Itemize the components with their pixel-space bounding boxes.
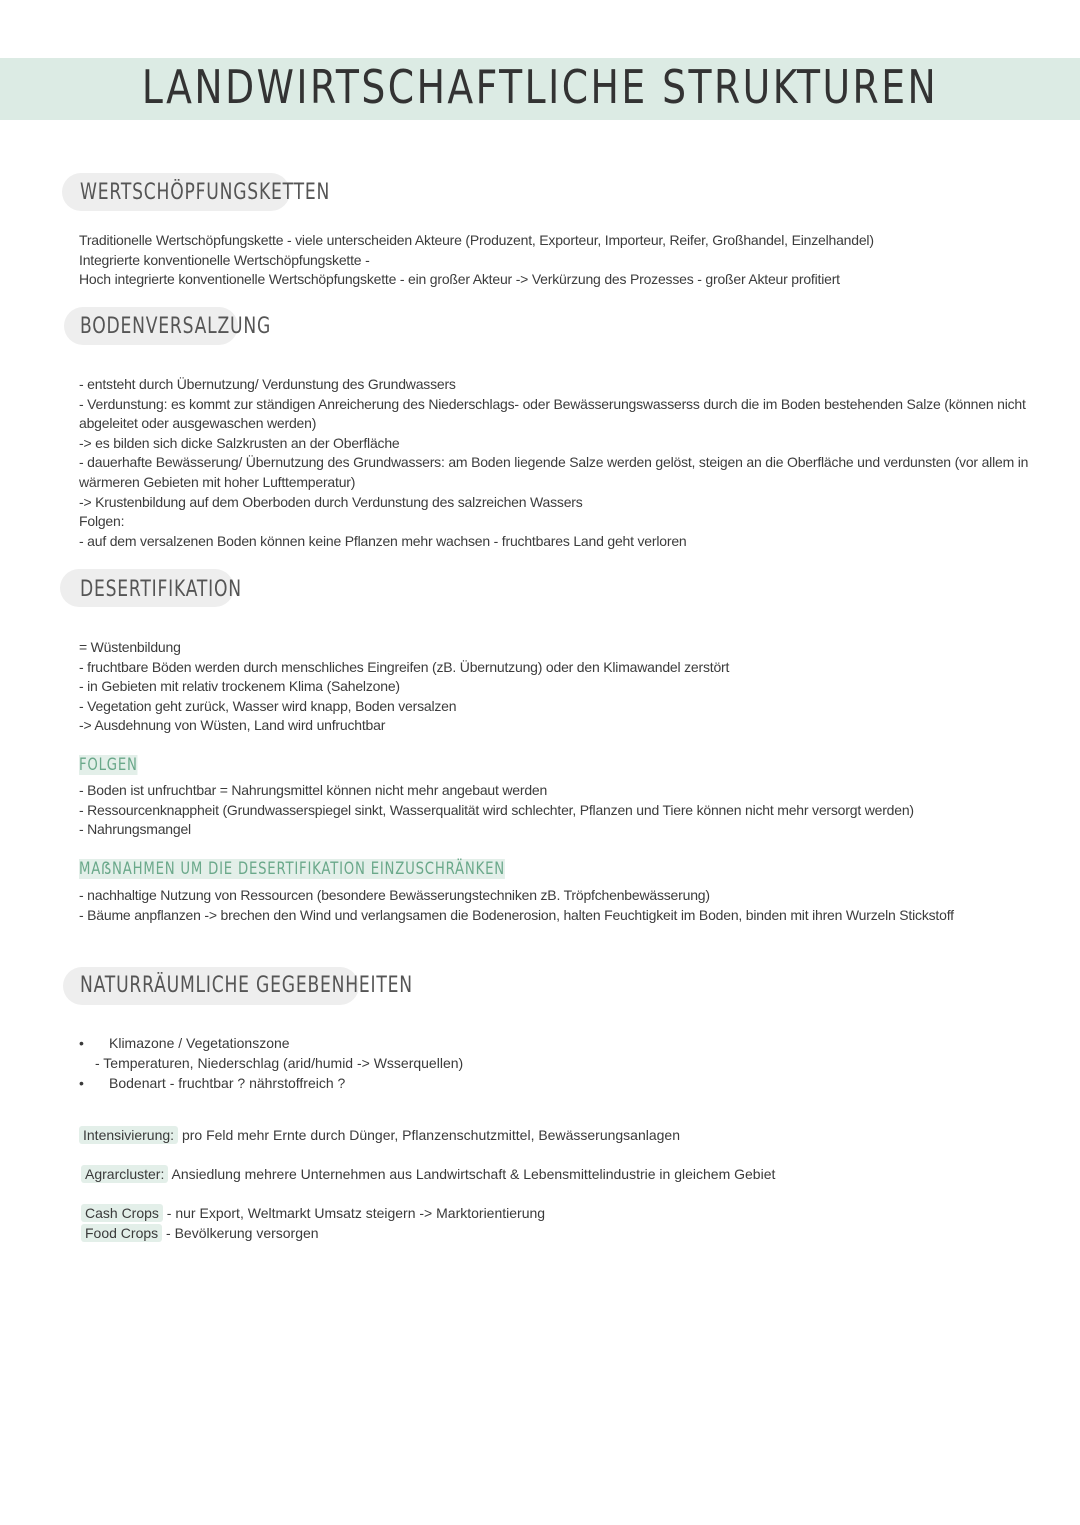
list-item [79, 1053, 463, 1073]
heading-naturraeumliche-gegebenheiten: NATURRÄUMLICHE GEGEBENHEITEN [80, 973, 413, 998]
term-agrarcluster: Agrarcluster: [81, 1165, 168, 1183]
line: Folgen: [79, 513, 125, 530]
subheading-folgen [79, 754, 138, 776]
folgen-text [79, 781, 1039, 840]
subheading-folgen-text: FOLGEN [79, 755, 138, 775]
line: - Verdunstung: es kommt zur ständigen Anreicherung des Niederschlags- oder Bewässerungswasserss durch die im Boden bestehenden Salze (können nicht abgeleitet oder ausgewaschen werden) [79, 395, 1026, 432]
term-food-crops: Food Crops [81, 1224, 162, 1242]
definition-text: - nur Export, Weltmarkt Umsatz steigern -> Marktorientierung [162, 1205, 546, 1221]
definition-text: - Bevölkerung versorgen [162, 1225, 319, 1241]
heading-desertifikation: DESERTIFIKATION [80, 577, 242, 602]
line: - in Gebieten mit relativ trockenem Klima (Sahelzone) [79, 678, 400, 695]
list-item-text: - Temperaturen, Niederschlag (arid/humid -> Wsserquellen) [95, 1055, 464, 1071]
bullet-icon: • [79, 1035, 84, 1051]
bullet-icon: • [79, 1075, 84, 1091]
wertschoepfung-text [79, 231, 1039, 290]
subheading-massnahmen-text: MAẞNAHMEN UM DIE DESERTIFIKATION EINZUSCHRÄNKEN [79, 859, 505, 879]
subheading-massnahmen [79, 858, 505, 880]
definition-cash-crops [81, 1204, 545, 1224]
line: = Wüstenbildung [79, 639, 181, 655]
definition-intensivierung [79, 1126, 680, 1146]
list-item [79, 1073, 463, 1093]
definition-food-crops [81, 1224, 319, 1244]
line: - fruchtbare Böden werden durch menschliches Eingreifen (zB. Übernutzung) oder den Klimawandel zerstört [79, 658, 730, 675]
line: - Vegetation geht zurück, Wasser wird knapp, Boden versalzen [79, 697, 457, 714]
list-item [79, 1033, 463, 1053]
line: - dauerhafte Bewässerung/ Übernutzung des Grundwassers: am Boden liegende Salze werden gelöst, steigen an die Oberfläche und verdunsten (vor allem in wärmeren Gebieten mit hoher Lufttemperatur) [79, 454, 1029, 490]
line: -> Krustenbildung auf dem Oberboden durch Verdunstung des salzreichen Wassers [79, 493, 583, 510]
list-item-text: Klimazone / Vegetationszone [109, 1035, 290, 1051]
line: - Bäume anpflanzen -> brechen den Wind und verlangsamen die Bodenerosion, halten Feuchtigkeit im Boden, binden mit ihren Wurzeln Stickstoff [79, 906, 954, 923]
line: -> es bilden sich dicke Salzkrusten an der Oberfläche [79, 434, 400, 451]
line: - auf dem versalzenen Boden können keine Pflanzen mehr wachsen - fruchtbares Land geht verloren [79, 532, 687, 549]
term-intensivierung: Intensivierung: [79, 1126, 178, 1144]
line: - Nahrungsmangel [79, 821, 191, 838]
line: - entsteht durch Übernutzung/ Verdunstung des Grundwassers [79, 376, 456, 392]
line: - nachhaltige Nutzung von Ressourcen (besondere Bewässerungstechniken zB. Tröpfchenbewässerung) [79, 887, 710, 903]
line: Hoch integrierte konventionelle Wertschöpfungskette - ein großer Akteur -> Verkürzung des Prozesses - großer Akteur profitiert [79, 271, 840, 288]
naturraum-list [79, 1033, 463, 1093]
list-item-text: Bodenart - fruchtbar ? nährstoffreich ? [109, 1075, 346, 1091]
line: Integrierte konventionelle Wertschöpfungskette - [79, 251, 370, 268]
line: - Boden ist unfruchtbar = Nahrungsmittel können nicht mehr angebaut werden [79, 782, 548, 798]
definition-text: pro Feld mehr Ernte durch Dünger, Pflanzenschutzmittel, Bewässerungsanlagen [178, 1127, 680, 1143]
heading-wertschoepfungsketten: WERTSCHÖPFUNGSKETTEN [80, 180, 331, 205]
line: -> Ausdehnung von Wüsten, Land wird unfruchtbar [79, 717, 386, 734]
heading-bodenversalzung: BODENVERSALZUNG [80, 314, 272, 339]
bodenversalzung-text [79, 375, 1034, 551]
line: Traditionelle Wertschöpfungskette - viele unterscheiden Akteure (Produzent, Exporteur, Importeur, Reifer, Großhandel, Einzelhandel) [79, 232, 874, 248]
definition-text: Ansiedlung mehrere Unternehmen aus Landwirtschaft & Lebensmittelindustrie in gleichem Gebiet [168, 1166, 776, 1182]
massnahmen-text [79, 886, 1039, 925]
page-title: LANDWIRTSCHAFTLICHE STRUKTUREN [141, 60, 939, 114]
desertifikation-text [79, 638, 1039, 736]
term-cash-crops: Cash Crops [81, 1204, 163, 1222]
line: - Ressourcenknappheit (Grundwasserspiegel sinkt, Wasserqualität wird schlechter, Pflanzen und Tiere können nicht mehr versorgt werden) [79, 801, 914, 818]
definition-agrarcluster [81, 1165, 775, 1185]
